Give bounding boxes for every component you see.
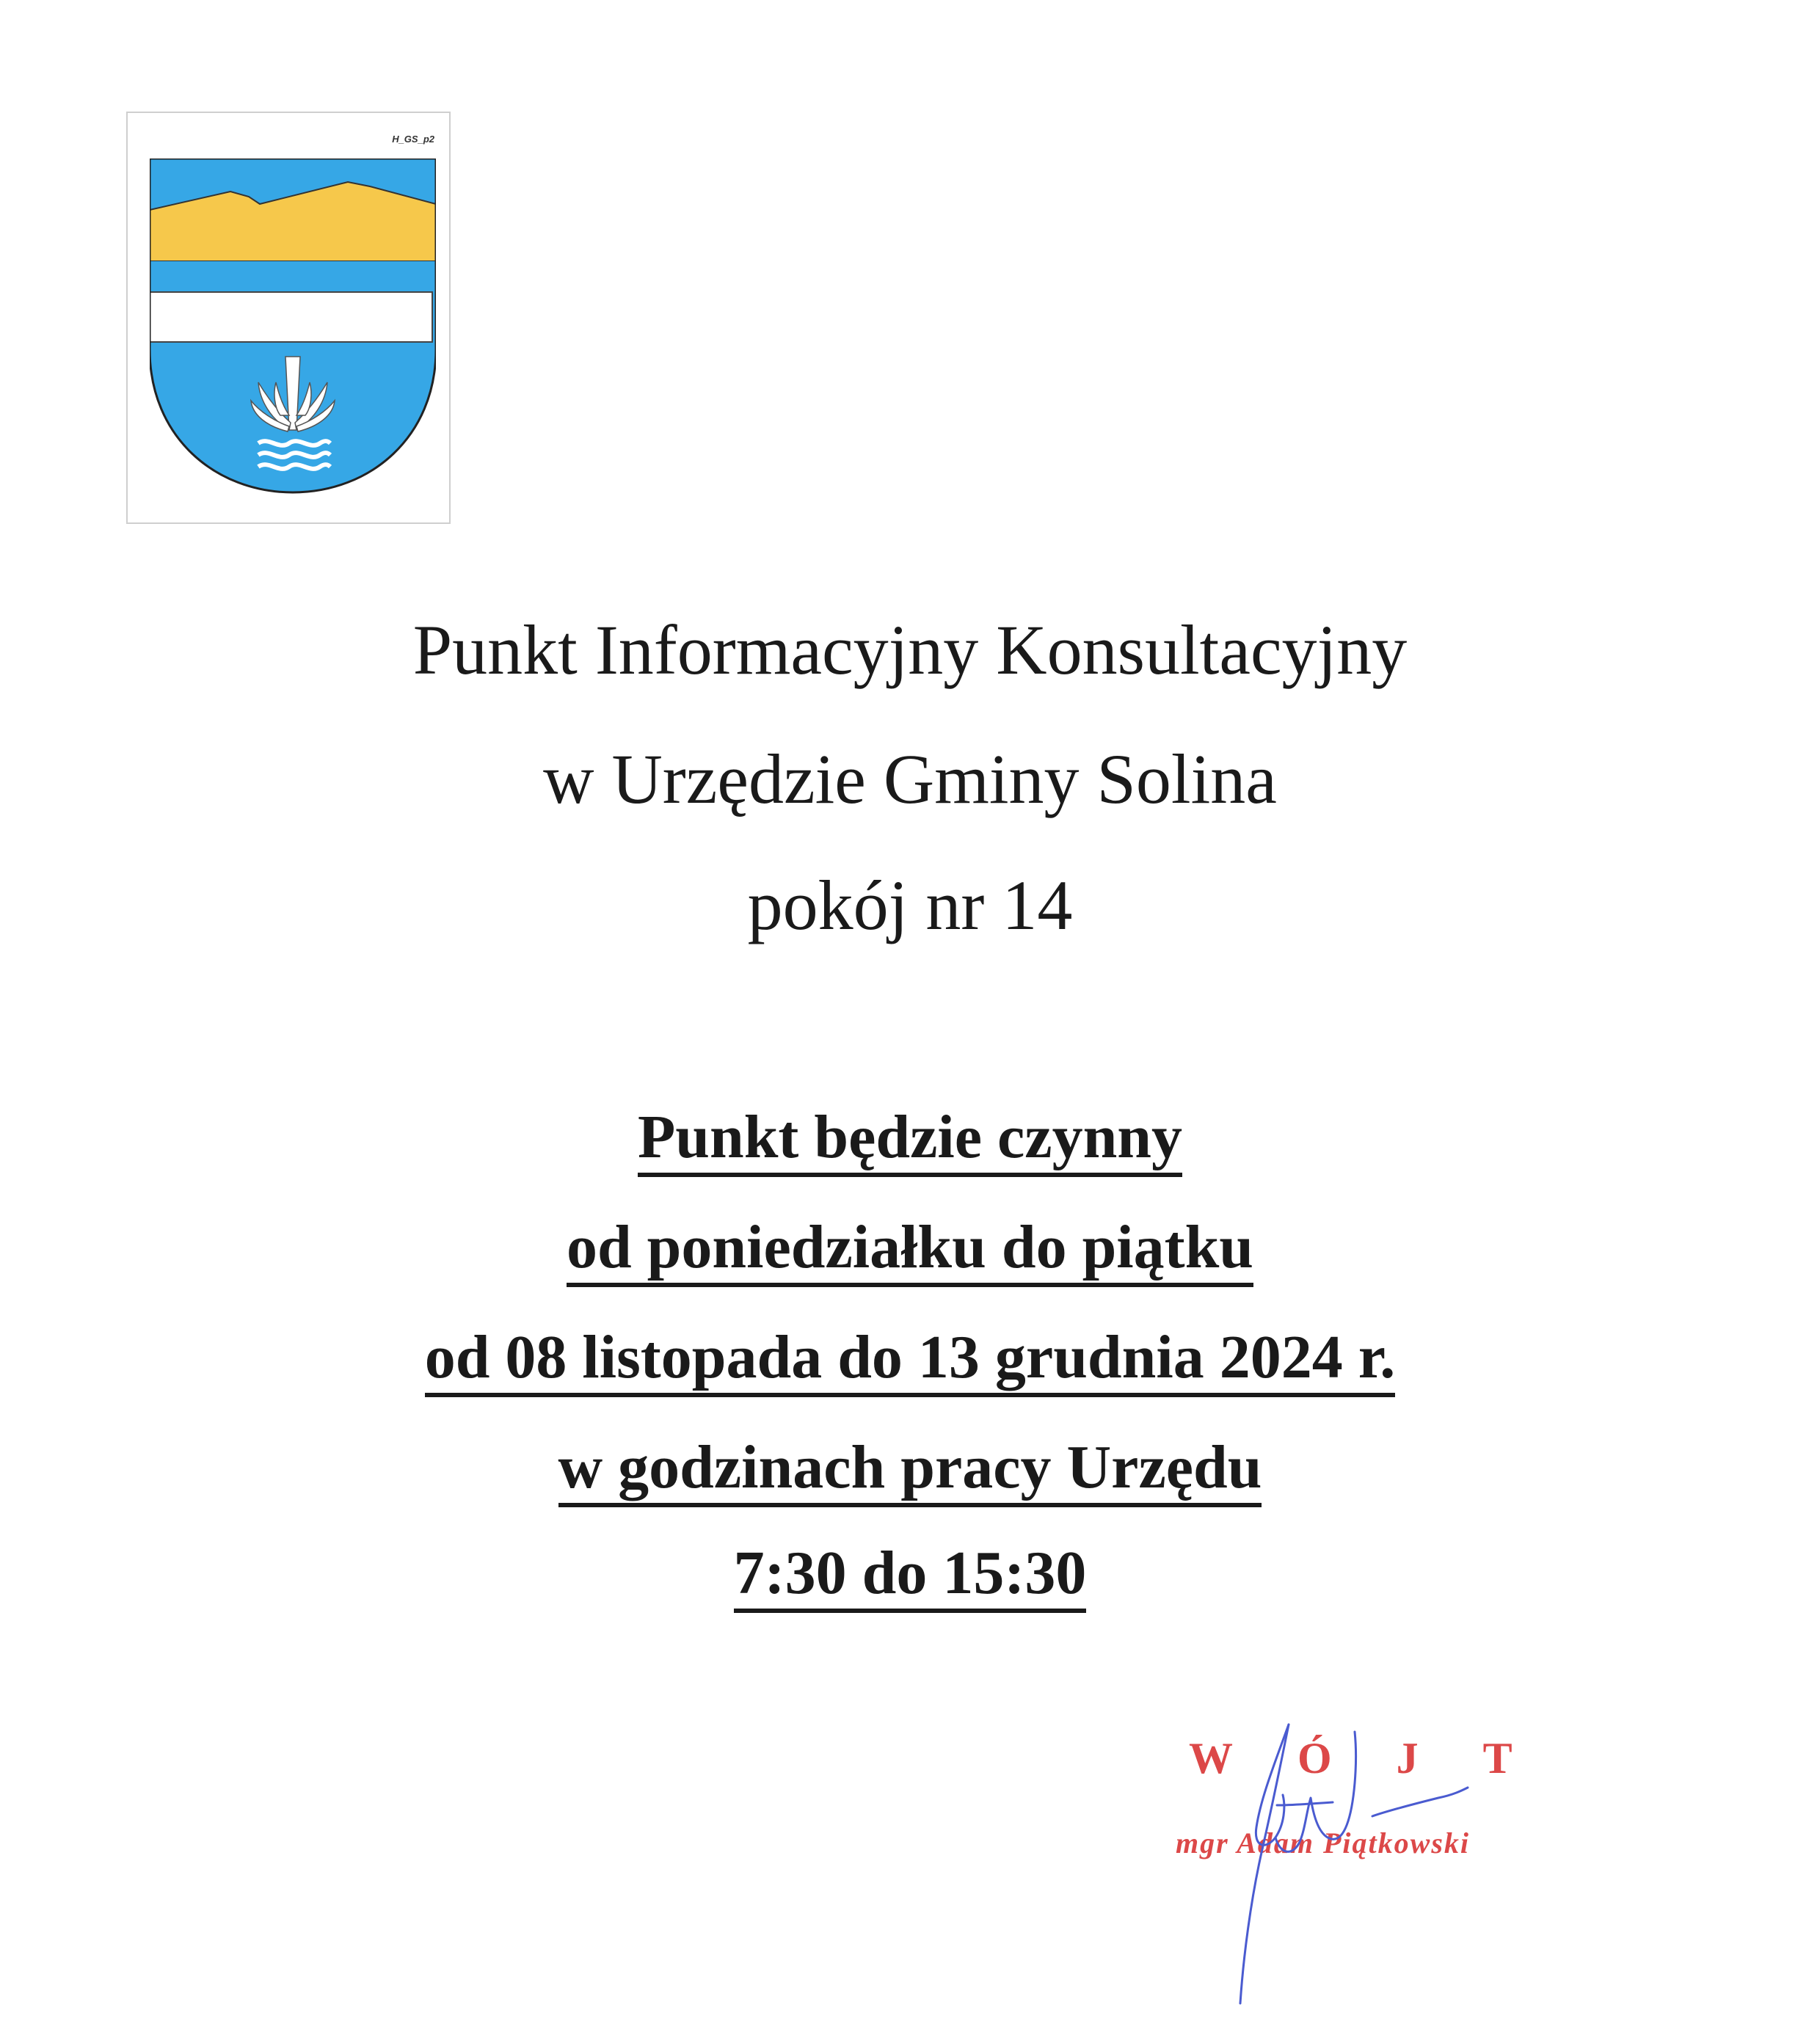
- hours-line-5: [0, 1539, 1820, 1613]
- heading-line-2: w Urzędzie Gminy Solina: [543, 740, 1277, 818]
- hours-line-1: [0, 1103, 1820, 1177]
- stamp-name: mgr Adam Piątkowski: [1176, 1826, 1471, 1859]
- hours-line-1-text: Punkt będzie czynny: [638, 1107, 1182, 1177]
- stamp-title: WÓJT: [1189, 1734, 1577, 1782]
- hours-line-5-text: 7:30 do 15:30: [734, 1542, 1087, 1613]
- hours-line-3: [0, 1323, 1820, 1397]
- hours-line-2-text: od poniedziałku do piątku: [567, 1217, 1253, 1287]
- crest-code-label: H_GS_p2: [392, 134, 434, 145]
- coat-of-arms-frame: [126, 112, 451, 524]
- hours-line-4-text: w godzinach pracy Urzędu: [558, 1437, 1262, 1507]
- hours-line-4: [0, 1433, 1820, 1507]
- heading-line-1: Punkt Informacyjny Konsultacyjny: [412, 611, 1408, 689]
- coat-of-arms-icon: [150, 159, 436, 496]
- heading-line-3: pokój nr 14: [747, 866, 1073, 944]
- hours-line-3-text: od 08 listopada do 13 grudnia 2024 r.: [425, 1327, 1396, 1397]
- hours-line-2: [0, 1213, 1820, 1287]
- handwritten-signature: [1189, 1680, 1482, 2018]
